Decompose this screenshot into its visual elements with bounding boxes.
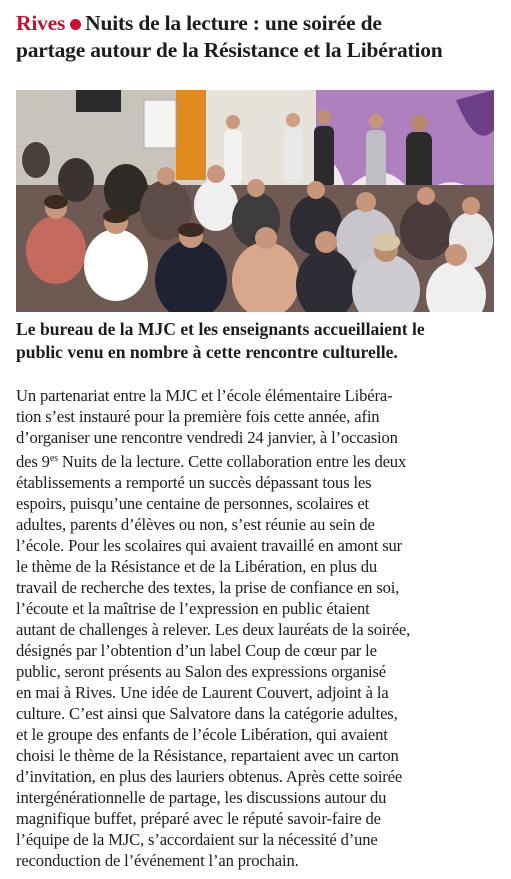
body-line: travail de recherche des textes, la prise de confiance en soi, [16, 578, 400, 597]
body-line: reconduction de l’événement l’an prochain. [16, 851, 299, 870]
headline-line-2: partage autour de la Résistance et la Libération [16, 38, 443, 62]
body-line: intergénérationnelle de partage, les discussions autour du [16, 788, 387, 807]
headline-line-1: Nuits de la lecture : une soirée de [85, 11, 382, 35]
headline [16, 10, 500, 64]
article-photo [16, 90, 494, 312]
caption-line-1: Le bureau de la MJC et les enseignants accueillaient le [16, 319, 425, 339]
body-line: autant de challenges à relever. Les deux lauréats de la soirée, [16, 620, 411, 639]
body-line: Un partenariat entre la MJC et l’école élémentaire Libéra- [16, 386, 393, 405]
body-line: d’organiser une rencontre vendredi 24 janvier, à l’occasion [16, 428, 398, 447]
body-line: espoirs, puisqu’une centaine de personnes, scolaires et [16, 494, 370, 513]
body-line: en mai à Rives. Une idée de Laurent Couvert, adjoint à la [16, 683, 389, 702]
article-body [16, 385, 500, 871]
body-line: culture. C’est ainsi que Salvatore dans la catégorie adultes, [16, 704, 398, 723]
caption-line-2: public venu en nombre à cette rencontre culturelle. [16, 342, 398, 362]
body-line [16, 448, 500, 472]
body-line: établissements a remporté un succès dépassant tous les [16, 473, 372, 492]
body-line: et le groupe des enfants de l’école Libération, qui avaient [16, 725, 388, 744]
article [16, 10, 500, 870]
body-line-4-rest: Nuits de la lecture. Cette collaboration entre les deux [57, 452, 407, 471]
photo-caption [16, 318, 500, 364]
body-line: tion s’est instauré pour la première fois cette année, afin [16, 407, 380, 426]
body-line: adultes, parents d’élèves ou non, s’est réunie au sein de [16, 515, 375, 534]
body-line: public, seront présents au Salon des expressions organisé [16, 662, 386, 681]
body-line: l’école. Pour les scolaires qui avaient travaillé en amont sur [16, 536, 403, 555]
body-line: magnifique buffet, préparé avec le réputé savoir-faire de [16, 809, 381, 828]
body-line: l’équipe de la MJC, s’accordaient sur la nécessité d’une [16, 830, 378, 849]
body-line: l’écoute et la maîtrise de l’expression en public étaient [16, 599, 370, 618]
kicker-location: Rives [16, 11, 66, 35]
photo-illustration [16, 90, 494, 312]
kicker-dot-icon [70, 19, 81, 30]
body-line: d’invitation, en plus des lauriers obtenus. Après cette soirée [16, 767, 403, 786]
body-line: choisi le thème de la Résistance, repartaient avec un carton [16, 746, 399, 765]
body-line-4-start: des 9 [16, 452, 50, 471]
body-line: désignés par l’obtention d’un label Coup de cœur par le [16, 641, 377, 660]
body-line: le thème de la Résistance et de la Libération, en plus du [16, 557, 377, 576]
ordinal-superscript: es [49, 453, 58, 464]
